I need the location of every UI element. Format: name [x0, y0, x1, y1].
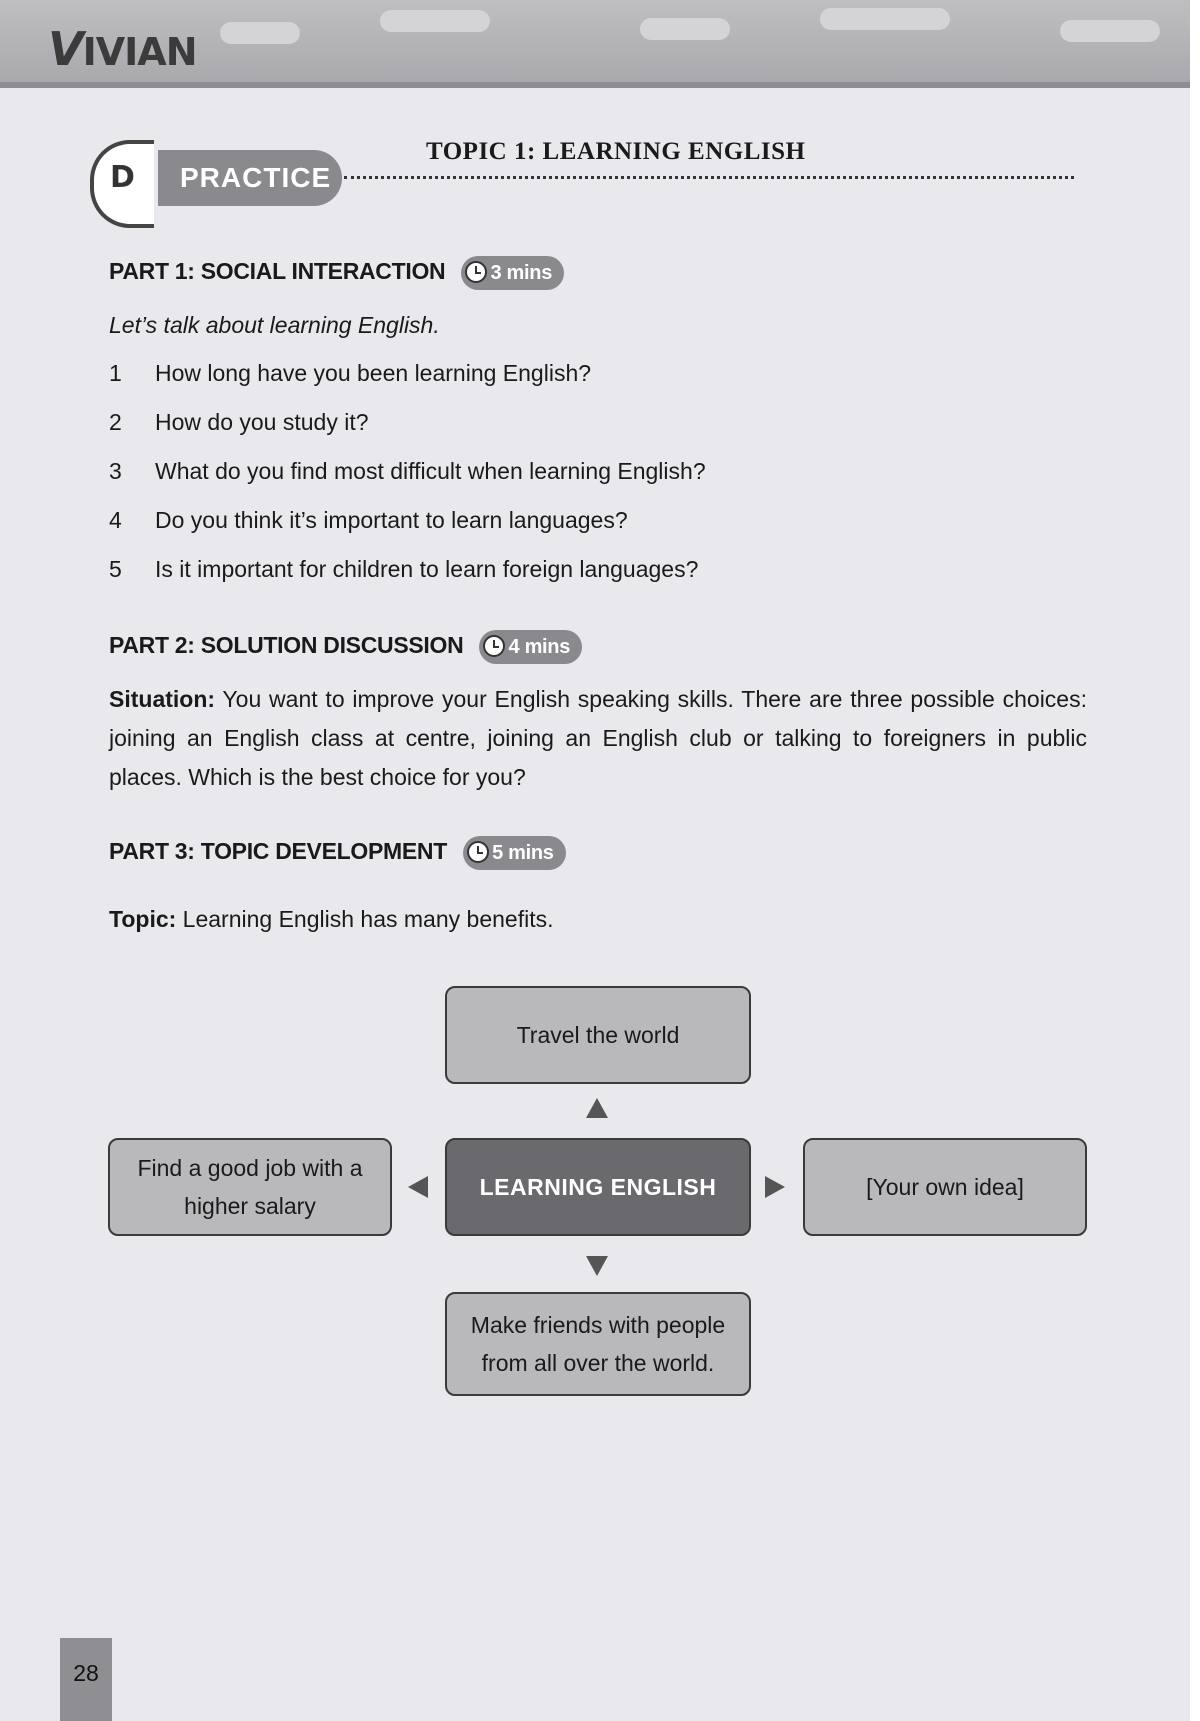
mindmap-bottom-box: [445, 1292, 751, 1396]
part1-heading: [109, 256, 564, 290]
mindmap-right-text: [Your own idea]: [866, 1174, 1024, 1200]
question-text: How long have you been learning English?: [155, 360, 592, 386]
question-item: [109, 409, 369, 436]
question-text: What do you find most difficult when learning English?: [155, 458, 706, 484]
mindmap-left-line2: higher salary: [184, 1193, 316, 1219]
question-number: 2: [109, 409, 122, 435]
mindmap-top-text: Travel the world: [516, 1022, 680, 1048]
question-number: 4: [109, 507, 122, 533]
part3-heading-text: PART 3: TOPIC DEVELOPMENT: [109, 838, 447, 865]
mindmap-left-box: [108, 1138, 392, 1236]
mindmap-top-box: [445, 986, 751, 1084]
mindmap-center-box: [445, 1138, 751, 1236]
part3-topic: [109, 900, 1087, 939]
question-number: 3: [109, 458, 122, 484]
header-banner: [0, 0, 1190, 88]
section-letter: D: [110, 160, 135, 195]
question-text: Is it important for children to learn foreign languages?: [155, 556, 699, 582]
part1-intro: Let’s talk about learning English.: [109, 312, 440, 338]
mindmap-bottom-line1: Make friends with people: [470, 1312, 726, 1338]
part3-time: 5 mins: [492, 842, 554, 864]
arrow-right-icon: [765, 1176, 785, 1198]
part2-heading-text: PART 2: SOLUTION DISCUSSION: [109, 632, 464, 659]
question-item: [109, 360, 591, 387]
part2-heading: [109, 630, 582, 664]
cloud-decoration: [820, 8, 950, 30]
question-number: 1: [109, 360, 122, 386]
clock-icon: [467, 841, 489, 863]
cloud-decoration: [380, 10, 490, 32]
practice-label: PRACTICE: [158, 150, 342, 206]
clock-icon: [465, 261, 487, 283]
part3-time-badge: [463, 836, 566, 870]
part2-time-badge: [479, 630, 582, 664]
topic-text: Learning English has many benefits.: [176, 906, 554, 932]
part1-time: 3 mins: [490, 262, 553, 284]
arrow-left-icon: [408, 1176, 428, 1198]
page-edge: [1190, 0, 1200, 1721]
mindmap-bottom-line2: from all over the world.: [481, 1350, 715, 1376]
arrow-down-icon: [586, 1256, 608, 1276]
clock-icon: [483, 635, 505, 657]
part1-time-badge: [461, 256, 564, 290]
situation-label: Situation:: [109, 686, 216, 712]
question-text: Do you think it’s important to learn languages?: [155, 507, 628, 533]
logo-text: IVIAN: [82, 30, 197, 74]
arrow-up-icon: [586, 1098, 608, 1118]
part2-situation: [109, 680, 1087, 797]
part2-time: 4 mins: [508, 636, 571, 658]
question-number: 5: [109, 556, 122, 582]
question-text: How do you study it?: [155, 409, 369, 435]
cloud-decoration: [220, 22, 300, 44]
question-item: [109, 458, 706, 485]
part3-heading: [109, 836, 566, 870]
situation-text: You want to improve your English speaking skills. There are three possible choices: joining an English class at centre, joining an English club or talking to foreigners in public places. Which is the best choice for you?: [109, 686, 1087, 790]
mindmap-left-line1: Find a good job with a: [137, 1155, 363, 1181]
question-item: [109, 507, 628, 534]
part1-heading-text: PART 1: SOCIAL INTERACTION: [109, 258, 446, 285]
dotted-divider: [344, 176, 1074, 179]
mindmap-right-box: [803, 1138, 1087, 1236]
topic-label: Topic:: [109, 906, 177, 932]
mindmap-center-text: LEARNING ENGLISH: [479, 1174, 717, 1200]
vivian-logo: [48, 22, 197, 76]
topic-title: TOPIC 1: LEARNING ENGLISH: [426, 138, 806, 165]
cloud-decoration: [1060, 20, 1160, 42]
question-item: [109, 556, 698, 583]
page-number: 28: [60, 1638, 112, 1721]
logo-initial: V: [48, 22, 83, 76]
cloud-decoration: [640, 18, 730, 40]
